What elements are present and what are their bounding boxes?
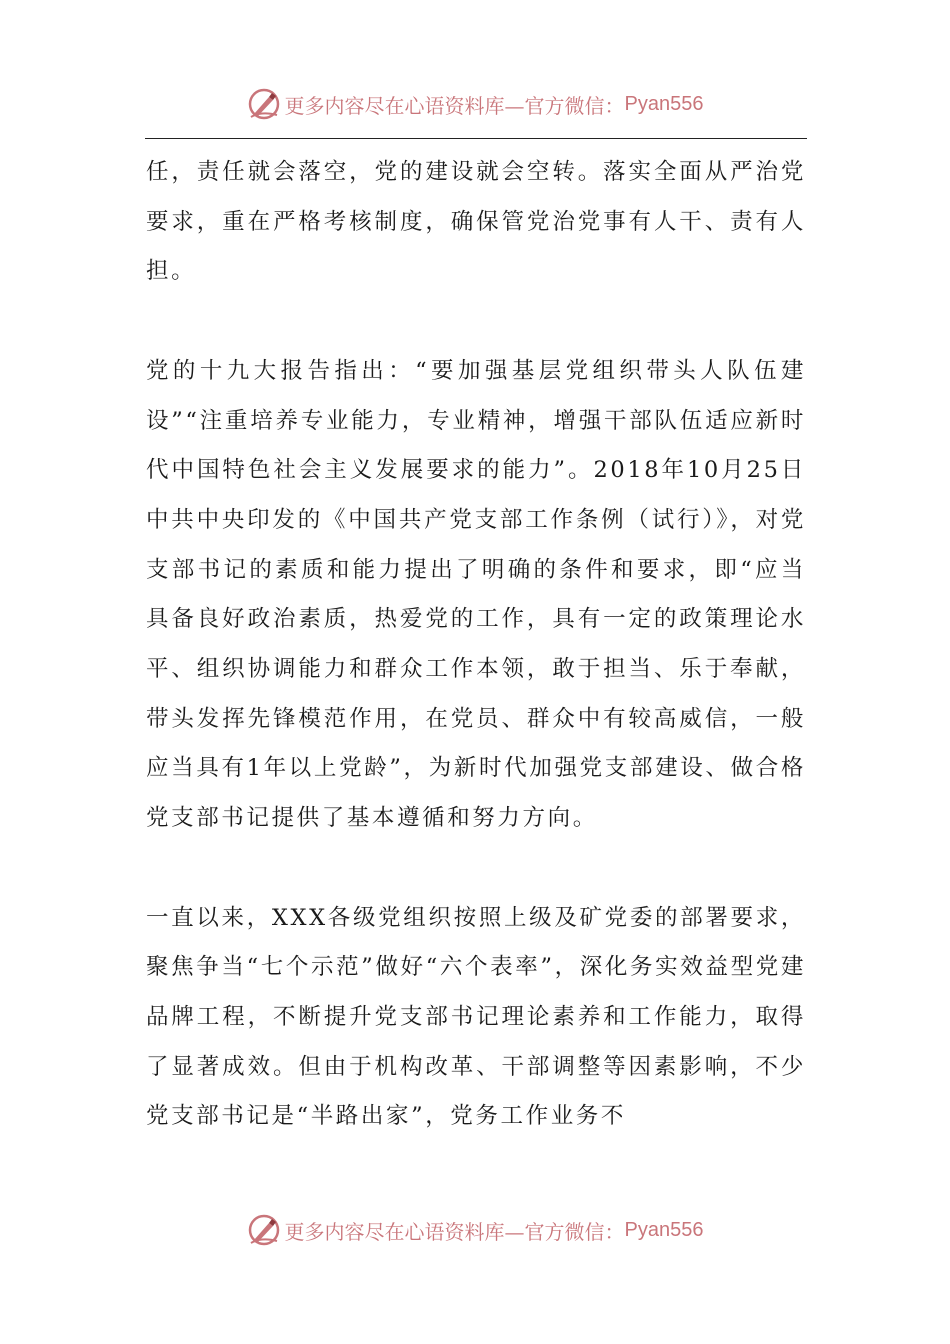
wechat-id: Pyan556: [624, 1218, 704, 1241]
paragraph: 任，责任就会落空，党的建设就会空转。落实全面从严治党要求，重在严格考核制度，确保管党治党事有人干、责有人担。: [146, 159, 806, 285]
pen-logo-icon: [247, 1213, 281, 1247]
banner-text: 更多内容尽在心语资料库—官方微信：: [284, 1219, 625, 1244]
header-banner: [0, 84, 950, 124]
wechat-id: Pyan556: [624, 92, 704, 115]
paragraph: 一直以来，XXX各级党组织按照上级及矿党委的部署要求，聚焦争当“七个示范”做好“六个表率”，深化务实效益型党建品牌工程，不断提升党支部书记理论素养和工作能力，取得了显著成效。但由于机构改革、干部调整等因素影响，不少党支部书记是“半路出家”，党务工作业务不: [146, 904, 806, 1130]
footer-banner: [0, 1210, 950, 1250]
header-divider: [145, 138, 807, 139]
paragraph-gap: [146, 297, 806, 347]
document-body: [146, 148, 806, 1142]
banner-text: 更多内容尽在心语资料库—官方微信：: [284, 93, 625, 118]
paragraph-gap: [146, 844, 806, 894]
pen-logo-icon: [247, 87, 281, 121]
paragraph: 党的十九大报告指出：“要加强基层党组织带头人队伍建设”“注重培养专业能力，专业精神，增强干部队伍适应新时代中国特色社会主义发展要求的能力”。2018年10月25日中共中央印发的《中国共产党支部工作条例（试行）》，对党支部书记的素质和能力提出了明确的条件和要求，即“应当具备良好政治素质，热爱党的工作，具有一定的政策理论水平、组织协调能力和群众工作本领，敢于担当、乐于奉献，带头发挥先锋模范作用，在党员、群众中有较高威信，一般应当具有1年以上党龄”，为新时代加强党支部建设、做合格党支部书记提供了基本遵循和努力方向。: [146, 357, 806, 832]
